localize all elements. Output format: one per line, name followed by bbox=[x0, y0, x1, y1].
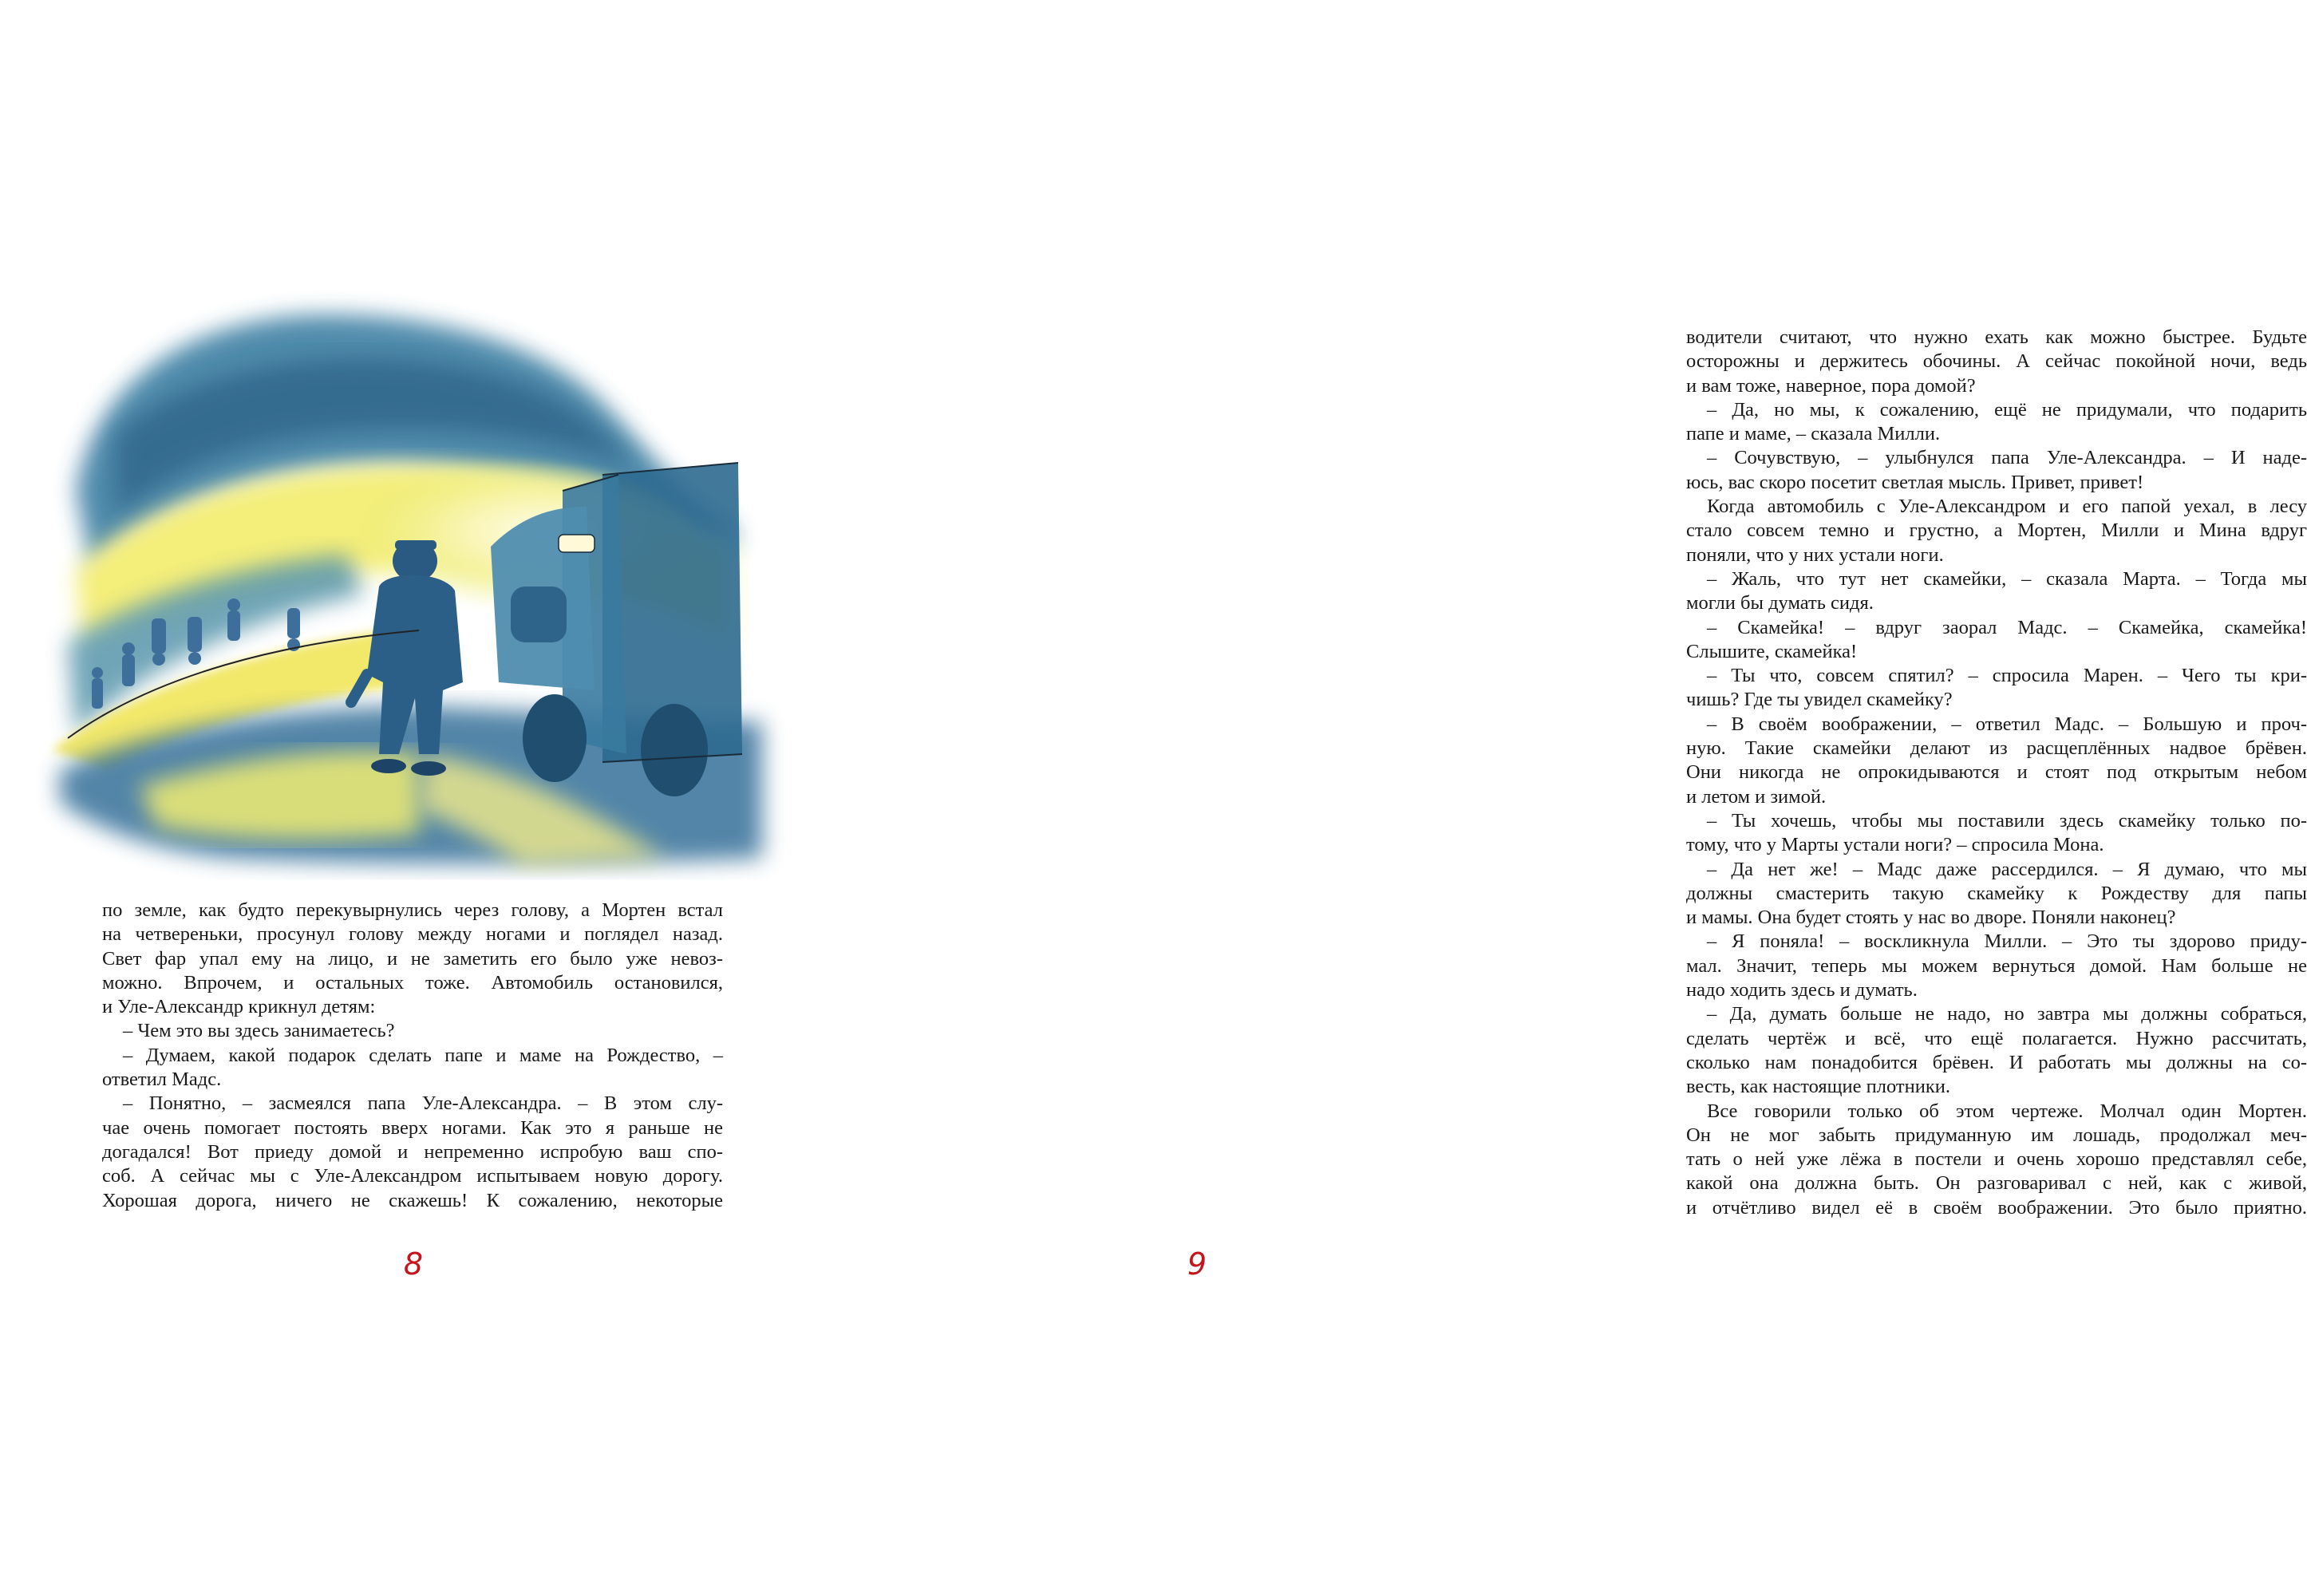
text-line: – Сочувствую, – улыбнулся папа Уле-Александра. – И наде- bbox=[1707, 447, 2307, 469]
text-line: Слышите, скамейка! bbox=[1686, 640, 1858, 662]
text-line: должны смастерить такую скамейку к Рождеству для папы bbox=[1686, 882, 2307, 904]
text-line: – Да, но мы, к сожалению, ещё не придумали, что подарить bbox=[1707, 398, 2307, 421]
text-line: Они никогда не опрокидываются и стоят под открытым небом bbox=[1686, 761, 2307, 784]
text-line: и отчётливо видел её в своём воображении. Это было приятно. bbox=[1686, 1196, 2307, 1219]
text-line: Когда автомобиль с Уле-Александром и его папой уехал, в лесу bbox=[1707, 496, 2307, 518]
text-line: – Чем это вы здесь занимаетесь? bbox=[123, 1020, 395, 1042]
text-line: чае очень помогает постоять вверх ногами. Как это я раньше не bbox=[102, 1116, 723, 1139]
text-line: – Да нет же! – Мадс даже рассердился. – Я думаю, что мы bbox=[1707, 858, 2307, 880]
text-line: надо ходить здесь и думать. bbox=[1686, 979, 1918, 1001]
left-page-text bbox=[102, 899, 723, 1213]
text-line: стало совсем темно и грустно, а Мортен, Милли и Мина вдруг bbox=[1686, 519, 2307, 542]
text-line: тать о ней уже лёжа в постели и очень хорошо представлял себе, bbox=[1686, 1148, 2307, 1171]
text-line: – Ты что, совсем спятил? – спросила Марен. – Чего ты кри- bbox=[1707, 665, 2307, 687]
text-line: тому, что у Марты устали ноги? – спросила Мона. bbox=[1686, 834, 2104, 856]
page-number: 9 bbox=[1187, 1246, 1207, 1282]
text-line: Свет фар упал ему на лицо, и не заметить его было уже невоз- bbox=[102, 947, 723, 970]
text-line: чишь? Где ты увидел скамейку? bbox=[1686, 689, 1953, 711]
text-line: – Думаем, какой подарок сделать папе и маме на Рождество, – bbox=[123, 1044, 723, 1066]
illustration-canvas bbox=[44, 307, 774, 866]
text-line: – Ты хочешь, чтобы мы поставили здесь скамейку только по- bbox=[1707, 809, 2307, 832]
text-line: по земле, как будто перекувырнулись через голову, а Мортен встал bbox=[102, 899, 723, 921]
text-line: и летом и зимой. bbox=[1686, 785, 1827, 808]
text-line: юсь, вас скоро посетит светлая мысль. Привет, привет! bbox=[1686, 471, 2144, 493]
left-page bbox=[0, 0, 798, 1596]
text-line: и мамы. Она будет стоять у нас во дворе. Поняли наконец? bbox=[1686, 907, 2176, 929]
text-line: – Я поняла! – воскликнула Милли. – Это ты здорово приду- bbox=[1707, 930, 2307, 953]
text-line: могли бы думать сидя. bbox=[1686, 592, 1874, 614]
right-page bbox=[798, 0, 2307, 1596]
text-line: Хорошая дорога, ничего не скажешь! К сожалению, некоторые bbox=[102, 1189, 723, 1211]
text-line: мал. Значит, теперь мы можем вернуться домой. Нам больше не bbox=[1686, 954, 2307, 977]
text-line: и Уле-Александр крикнул детям: bbox=[102, 996, 376, 1018]
text-line: Он не мог забыть придуманную им лошадь, продолжал меч- bbox=[1686, 1124, 2307, 1146]
text-line: сколько нам понадобится брёвен. И работать мы должны на со- bbox=[1686, 1051, 2307, 1073]
text-line: – Да, думать больше не надо, но завтра мы должны собраться, bbox=[1707, 1003, 2307, 1025]
text-line: ответил Мадс. bbox=[102, 1069, 222, 1091]
text-line: на четвереньки, просунул голову между ногами и поглядел назад. bbox=[102, 923, 723, 946]
text-line: папе и маме, – сказала Милли. bbox=[1686, 423, 1941, 445]
text-line: соб. А сейчас мы с Уле-Александром испытываем новую дорогу. bbox=[102, 1165, 723, 1187]
text-line: догадался! Вот приеду домой и непременно испробую ваш спо- bbox=[102, 1140, 723, 1163]
text-line: и вам тоже, наверное, пора домой? bbox=[1686, 374, 1976, 397]
text-line: поняли, что у них устали ноги. bbox=[1686, 543, 1944, 566]
page-number: 8 bbox=[403, 1246, 424, 1282]
text-line: Все говорили только об этом чертеже. Молчал один Мортен. bbox=[1707, 1100, 2307, 1122]
text-line: можно. Впрочем, и остальных тоже. Автомобиль остановился, bbox=[102, 971, 723, 994]
text-line: весть, как настоящие плотники. bbox=[1686, 1076, 1950, 1098]
text-line: – В своём воображении, – ответил Мадс. – Большую и проч- bbox=[1707, 713, 2307, 735]
text-line: – Жаль, что тут нет скамейки, – сказала Марта. – Тогда мы bbox=[1707, 567, 2307, 590]
text-line: – Понятно, – засмеялся папа Уле-Александра. – В этом слу- bbox=[123, 1092, 723, 1115]
text-line: – Скамейка! – вдруг заорал Мадс. – Скамейка, скамейка! bbox=[1707, 616, 2307, 638]
text-line: осторожны и держитесь обочины. А сейчас покойной ночи, ведь bbox=[1686, 350, 2307, 373]
text-line: сделать чертёж и всё, что ещё полагается. Нужно рассчитать, bbox=[1686, 1027, 2307, 1049]
text-line: ную. Такие скамейки делают из расщеплённых надвое брёвен. bbox=[1686, 737, 2307, 760]
text-line: какой она должна быть. Он разговаривал с ней, как с живой, bbox=[1686, 1172, 2307, 1195]
right-page-text bbox=[1686, 326, 2307, 1220]
watercolor-illustration bbox=[44, 307, 774, 866]
text-line: водители считают, что нужно ехать как можно быстрее. Будьте bbox=[1686, 326, 2307, 348]
